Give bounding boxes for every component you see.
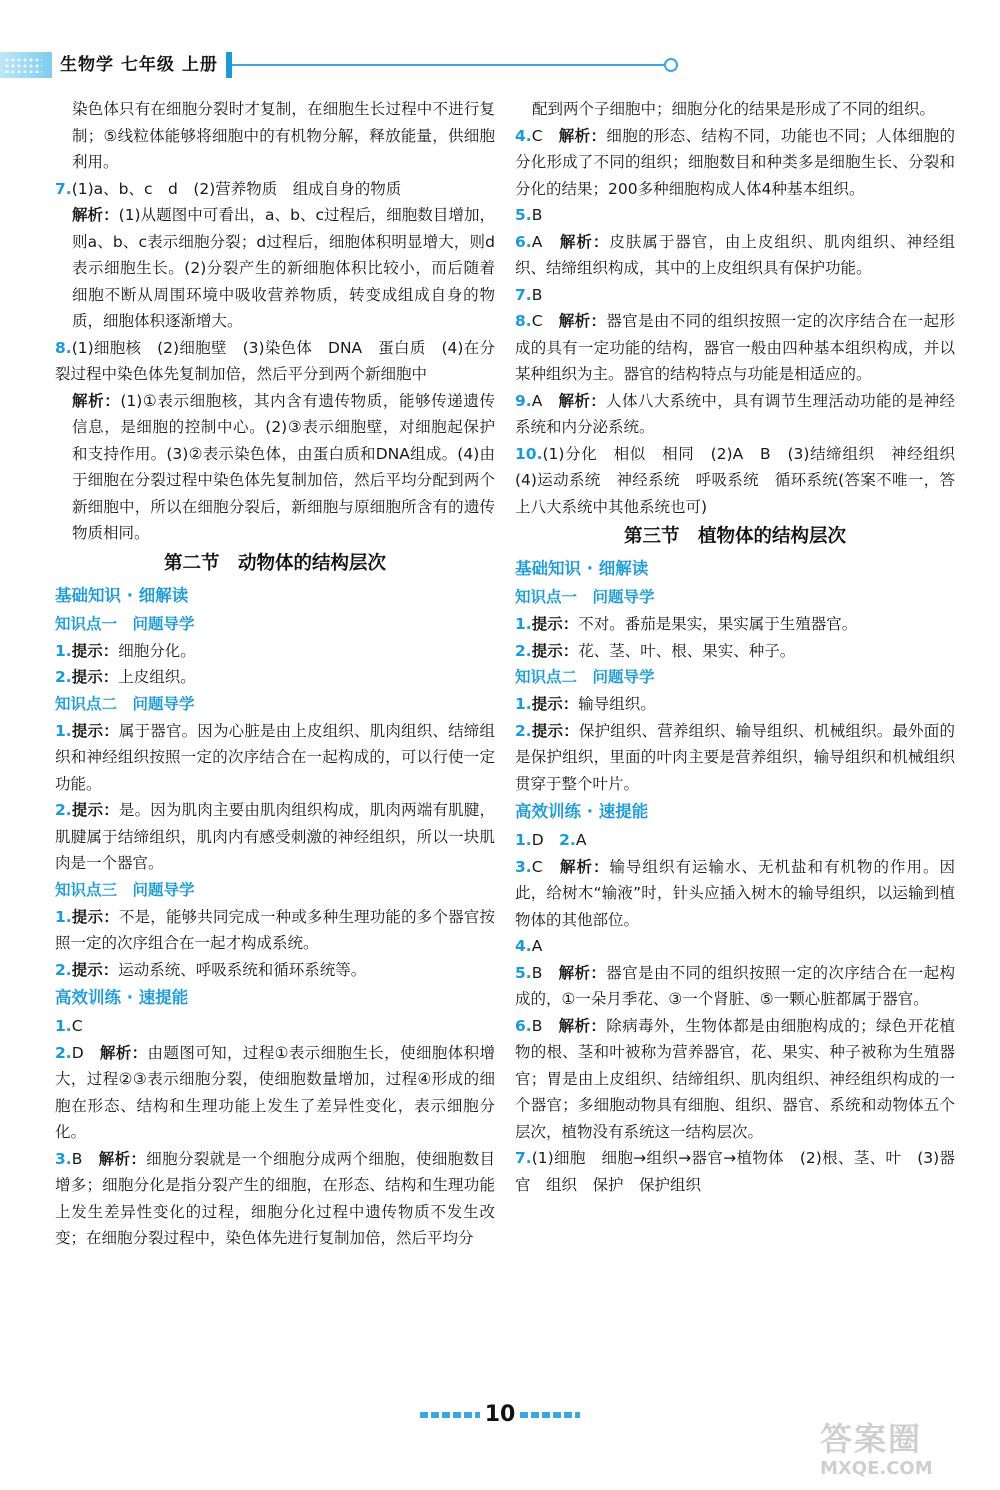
answer-label: 解析： bbox=[558, 963, 607, 982]
answer-item bbox=[55, 1146, 495, 1252]
answer-item bbox=[515, 282, 955, 309]
knowledge-point-heading: 知识点一 问题导学 bbox=[515, 588, 655, 606]
answer-item bbox=[55, 718, 495, 798]
watermark-url: MXQE.COM bbox=[820, 1458, 933, 1479]
item-number: 10. bbox=[515, 444, 543, 463]
answer-text: 运动系统、呼吸系统和循环系统等。 bbox=[118, 960, 367, 979]
sub-heading: 基础知识 · 细解读 bbox=[55, 585, 189, 605]
item-number: 1. bbox=[55, 641, 72, 660]
answer-text: 细胞分裂就是一个细胞分成两个细胞，使细胞数目增多；细胞分化是指分裂产生的细胞，在形态、结构和生理功能上发生差异性变化的过程，细胞分化过程中遗传物质不发生改变；在细胞分裂过程中，染色体先进行复制加倍，然后平均分 bbox=[55, 1149, 495, 1247]
answer-text: 保护组织、营养组织、输导组织、机械组织。最外面的是保护组织，里面的叶肉主要是营养组织，输导组织和机械组织贯穿于整个叶片。 bbox=[515, 721, 955, 793]
item-number: 7. bbox=[515, 285, 532, 304]
section-heading: 第二节 动物体的结构层次 bbox=[163, 552, 386, 574]
answer-item bbox=[55, 388, 495, 547]
item-number: 1. bbox=[55, 721, 72, 740]
answer-item bbox=[55, 1013, 495, 1040]
right-column bbox=[515, 96, 971, 1198]
answer-text: 不是，能够共同完成一种或多种生理功能的多个器官按照一定的次序组合在一起才构成系统。 bbox=[55, 907, 495, 952]
answer-label: 提示： bbox=[531, 641, 579, 660]
answer-choice: B bbox=[531, 963, 559, 982]
section-heading: 第三节 植物体的结构层次 bbox=[623, 526, 846, 547]
page-number: 10 bbox=[484, 1402, 516, 1427]
answer-text: 输导组织有运输水、无机盐和有机物的作用。因此，给树木“输液”时，针头应插入树木的输导组织，以运输到植物体的其他部位。 bbox=[515, 857, 955, 929]
answer-choice: B bbox=[531, 1016, 559, 1035]
answer-text: 不对。番茄是果实，果实属于生殖器官。 bbox=[578, 615, 858, 633]
item-number: 5. bbox=[515, 206, 532, 224]
answer-choice: C bbox=[531, 857, 561, 876]
answer-label: 解析： bbox=[559, 232, 610, 251]
answer-text: A bbox=[575, 831, 587, 849]
item-number: 5. bbox=[515, 963, 532, 982]
answer-label: 解析： bbox=[560, 857, 610, 876]
answer-item bbox=[515, 691, 955, 718]
answer-label: 提示： bbox=[531, 721, 579, 740]
answer-label: 解析： bbox=[558, 312, 607, 330]
answer-item bbox=[515, 123, 955, 203]
knowledge-point-heading: 知识点一 问题导学 bbox=[55, 614, 195, 633]
answer-label: 解析： bbox=[99, 1043, 148, 1062]
sub-heading: 高效训练 · 速提能 bbox=[515, 802, 649, 821]
item-number: 8. bbox=[515, 312, 532, 330]
answer-label: 解析： bbox=[72, 391, 121, 410]
answer-label: 解析： bbox=[72, 206, 119, 224]
answer-item bbox=[55, 202, 495, 335]
answer-text: 是。因为肌肉主要由肌肉组织构成，肌肉两端有肌腱，肌腱属于结缔组织，肌肉内有感受刺激的神经组织，所以一块肌肉是一个器官。 bbox=[55, 801, 495, 872]
answer-label: 提示： bbox=[71, 960, 119, 979]
answer-item bbox=[515, 933, 955, 960]
answer-label: 提示： bbox=[531, 615, 579, 633]
answer-text: 器官是由不同的组织按照一定的次序结合在一起形成的具有一定功能的结构，器官一般由四种基本组织构成，并以某种组织为主。器官的结构特点与功能是相适应的。 bbox=[515, 312, 955, 383]
answer-item bbox=[515, 854, 955, 934]
answer-text: 配到两个子细胞中；细胞分化的结果是形成了不同的组织。 bbox=[532, 100, 936, 118]
answer-item bbox=[55, 957, 495, 984]
answer-text: 上皮组织。 bbox=[118, 668, 196, 686]
answer-item bbox=[55, 176, 495, 203]
answer-text: 皮肤属于器官，由上皮组织、肌肉组织、神经组织、结缔组织构成，其中的上皮组织具有保护功能。 bbox=[515, 232, 955, 277]
answer-text: 细胞的形态、结构不同，功能也不同；人体细胞的分化形成了不同的组织；细胞数目和种类多是细胞生长、分裂和分化的结果；200多种细胞构成人体4种基本组织。 bbox=[515, 126, 955, 198]
answer-text: C bbox=[71, 1017, 83, 1035]
answer-item bbox=[515, 611, 955, 638]
item-number: 2. bbox=[515, 721, 532, 740]
answer-label: 解析： bbox=[98, 1149, 147, 1168]
answer-choice: A bbox=[531, 232, 560, 251]
item-number: 1. bbox=[515, 831, 532, 849]
answer-item bbox=[55, 1040, 495, 1146]
answer-text: 输导组织。 bbox=[578, 695, 656, 713]
answer-item bbox=[55, 797, 495, 877]
item-number: 8. bbox=[55, 338, 72, 357]
answer-item bbox=[515, 229, 955, 282]
item-number: 9. bbox=[515, 391, 532, 410]
footer-decoration-left bbox=[420, 1412, 480, 1418]
answer-label: 提示： bbox=[71, 721, 119, 740]
answer-item bbox=[55, 335, 495, 388]
item-number: 7. bbox=[515, 1149, 532, 1167]
answer-text: B bbox=[531, 285, 543, 304]
footer-decoration-right bbox=[520, 1412, 580, 1418]
sub-heading: 高效训练 · 速提能 bbox=[55, 988, 189, 1007]
answer-label: 提示： bbox=[71, 801, 119, 819]
header-rule bbox=[232, 64, 664, 66]
answer-item bbox=[515, 1145, 955, 1198]
item-number: 6. bbox=[515, 1016, 532, 1035]
header-circle-decoration bbox=[664, 58, 678, 72]
answer-text: (1)细胞 细胞→组织→器官→植物体 (2)根、茎、叶 (3)器官 组织 保护 保护组织 bbox=[515, 1149, 955, 1194]
answer-choice: B bbox=[71, 1149, 99, 1168]
item-number: 2. bbox=[55, 960, 72, 979]
answer-text: D bbox=[531, 831, 560, 849]
knowledge-point-heading: 知识点二 问题导学 bbox=[515, 668, 655, 686]
answer-item bbox=[515, 827, 955, 854]
page-header bbox=[0, 44, 1000, 84]
answer-text: (1)分化 相似 相同 (2)A B (3)结缔组织 神经组织 (4)运动系统 神经系统 呼吸系统 循环系统(答案不唯一，答上八大系统中其他系统也可) bbox=[515, 444, 971, 516]
answer-text: (1)从题图中可看出，a、b、c过程后，细胞数目增加，则a、b、c表示细胞分裂；d过程后，细胞体积明显增大，则d表示细胞生长。(2)分裂产生的新细胞体积比较小，而后随着细胞不断从周围环境中吸收营养物质，转变成组成自身的物质，细胞体积逐渐增大。 bbox=[72, 206, 495, 330]
answer-text: 细胞分化。 bbox=[118, 641, 196, 660]
knowledge-point-heading: 知识点二 问题导学 bbox=[55, 694, 195, 713]
answer-choice: C bbox=[531, 312, 559, 330]
answer-label: 解析： bbox=[558, 391, 607, 410]
answer-text: (1)①表示细胞核，其内含有遗传物质，能够传递遗传信息，是细胞的控制中心。(2)③表示细胞壁，对细胞起保护和支持作用。(3)②表示染色体，由蛋白质和DNA组成。(4)由于细胞在分裂过程中染色体先复制加倍，然后平均分配到两个新细胞中，所以在细胞分裂后，新细胞与原细胞所含有的遗传物质相同。 bbox=[72, 391, 495, 542]
knowledge-point-heading: 知识点三 问题导学 bbox=[55, 880, 195, 899]
answer-text: 染色体只有在细胞分裂时才复制，在细胞生长过程中不进行复制；⑤线粒体能够将细胞中的有机物分解，释放能量，供细胞利用。 bbox=[72, 100, 495, 171]
item-number: 1. bbox=[55, 907, 72, 926]
answer-label: 解析： bbox=[558, 1016, 607, 1035]
item-number: 3. bbox=[55, 1149, 72, 1168]
item-number: 1. bbox=[515, 695, 532, 713]
answer-choice: A bbox=[531, 391, 559, 410]
item-number: 2. bbox=[515, 641, 532, 660]
item-number: 3. bbox=[515, 857, 532, 876]
answer-text: A bbox=[531, 937, 543, 955]
answer-label: 解析： bbox=[558, 126, 607, 145]
item-number: 2. bbox=[559, 831, 576, 849]
answer-text: B bbox=[531, 206, 543, 224]
watermark-mark: 答案圈 bbox=[820, 1420, 923, 1458]
answer-item bbox=[55, 664, 495, 691]
item-number: 6. bbox=[515, 232, 532, 251]
answer-label: 提示： bbox=[71, 668, 119, 686]
answer-item bbox=[515, 441, 971, 521]
answer-item bbox=[515, 388, 955, 441]
sub-heading: 基础知识 · 细解读 bbox=[515, 559, 649, 578]
watermark bbox=[820, 1420, 990, 1482]
item-number: 2. bbox=[55, 1043, 72, 1062]
answer-item bbox=[55, 904, 495, 957]
item-number: 1. bbox=[55, 1017, 72, 1035]
answer-text: 花、茎、叶、根、果实、种子。 bbox=[578, 641, 796, 660]
answer-text: 器官是由不同的组织按照一定的次序结合在一起构成的，①一朵月季花、③一个肾脏、⑤一颗心脏都属于器官。 bbox=[515, 963, 955, 1008]
answer-item bbox=[515, 638, 955, 665]
item-number: 4. bbox=[515, 937, 532, 955]
answer-item bbox=[515, 202, 955, 229]
item-number: 2. bbox=[55, 801, 72, 819]
answer-text: 由题图可知，过程①表示细胞生长，使细胞体积增大，过程②③表示细胞分裂，使细胞数量增加，过程④形成的细胞在形态、结构和生理功能上发生了差异性变化，表示细胞分化。 bbox=[55, 1043, 495, 1141]
answer-choice: C bbox=[531, 126, 559, 145]
answer-label: 提示： bbox=[71, 907, 119, 926]
left-column bbox=[55, 96, 495, 1252]
answer-item bbox=[515, 718, 955, 798]
answer-choice: D bbox=[71, 1043, 100, 1062]
header-dots-decoration bbox=[4, 57, 42, 73]
item-number: 7. bbox=[55, 179, 72, 198]
item-number: 2. bbox=[55, 668, 72, 686]
item-number: 4. bbox=[515, 126, 532, 145]
answer-item bbox=[515, 1013, 955, 1146]
answer-item bbox=[515, 960, 955, 1013]
answer-item bbox=[515, 308, 955, 388]
answer-text: (1)a、b、c d (2)营养物质 组成自身的物质 bbox=[71, 179, 402, 198]
answer-text: 人体八大系统中，具有调节生理活动功能的是神经系统和内分泌系统。 bbox=[515, 391, 955, 436]
answer-item bbox=[515, 96, 955, 123]
book-title: 生物学 七年级 上册 bbox=[52, 52, 226, 78]
answer-text: 除病毒外，生物体都是由细胞构成的；绿色开花植物的根、茎和叶被称为营养器官，花、果实、种子被称为生殖器官；胃是由上皮组织、结缔组织、肌肉组织、神经组织构成的一个器官；多细胞动物具有细胞、组织、器官、系统和动物体五个层次，植物没有系统这一结构层次。 bbox=[515, 1016, 955, 1141]
answer-item bbox=[55, 638, 495, 665]
answer-label: 提示： bbox=[531, 695, 579, 713]
answer-item bbox=[55, 96, 495, 176]
answer-text: (1)细胞核 (2)细胞壁 (3)染色体 DNA 蛋白质 (4)在分裂过程中染色体先复制加倍，然后平分到两个新细胞中 bbox=[55, 338, 495, 383]
item-number: 1. bbox=[515, 615, 532, 633]
answer-label: 提示： bbox=[71, 641, 119, 660]
answer-text: 属于器官。因为心脏是由上皮组织、肌肉组织、结缔组织和神经组织按照一定的次序结合在一起构成的，可以行使一定功能。 bbox=[55, 721, 495, 793]
